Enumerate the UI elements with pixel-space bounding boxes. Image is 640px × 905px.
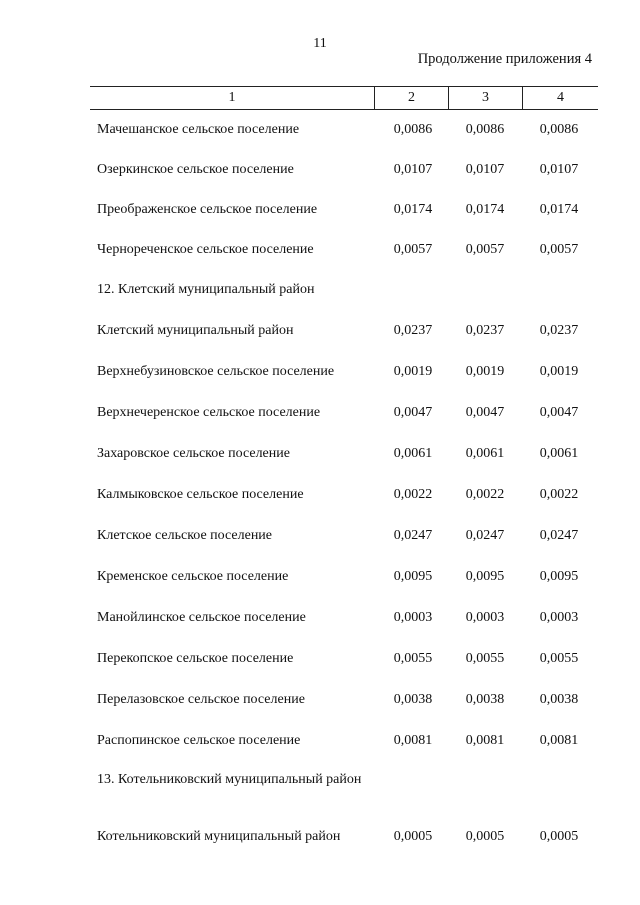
row-value-col-2: 0,0019 [393,364,433,379]
row-value-col-3: 0,0247 [465,528,505,543]
row-name: Мачешанское сельское поселение [97,122,300,137]
row-value-col-4: 0,0047 [539,405,579,420]
row-name: Распопинское сельское поселение [97,733,301,748]
row-value-col-3: 0,0019 [465,364,505,379]
row-value-col-3: 0,0174 [465,202,505,217]
table-header [90,86,598,110]
row-value-col-3: 0,0047 [465,405,505,420]
row-value-col-2: 0,0247 [393,528,433,543]
row-name: Манойлинское сельское поселение [97,610,306,625]
row-value-col-3: 0,0005 [465,829,505,844]
row-name: Котельниковский муниципальный район [97,829,341,844]
row-value-col-3: 0,0237 [465,323,505,338]
row-name: Перекопское сельское поселение [97,651,294,666]
row-value-col-4: 0,0038 [539,692,579,707]
row-value-col-2: 0,0237 [393,323,433,338]
header-col-4: 4 [522,86,598,110]
row-name: Клетский муниципальный район [97,323,294,338]
header-top-rule [90,86,598,87]
row-value-col-2: 0,0107 [393,162,433,177]
row-value-col-2: 0,0081 [393,733,433,748]
row-value-col-2: 0,0057 [393,242,433,257]
row-value-col-4: 0,0081 [539,733,579,748]
row-name: Верхнебузиновское сельское поселение [97,364,335,379]
row-value-col-2: 0,0022 [393,487,433,502]
row-name: Преображенское сельское поселение [97,202,318,217]
row-value-col-4: 0,0055 [539,651,579,666]
row-value-col-3: 0,0107 [465,162,505,177]
row-value-col-4: 0,0086 [539,122,579,137]
row-value-col-4: 0,0174 [539,202,579,217]
row-value-col-4: 0,0061 [539,446,579,461]
row-value-col-2: 0,0003 [393,610,433,625]
row-name: Верхнечеренское сельское поселение [97,405,321,420]
row-value-col-3: 0,0055 [465,651,505,666]
row-value-col-3: 0,0081 [465,733,505,748]
row-value-col-4: 0,0237 [539,323,579,338]
row-value-col-3: 0,0086 [465,122,505,137]
row-name: Кременское сельское поселение [97,569,289,584]
section-heading: 13. Котельниковский муниципальный район [97,772,362,787]
row-value-col-2: 0,0055 [393,651,433,666]
row-name: Захаровское сельское поселение [97,446,290,461]
row-value-col-4: 0,0022 [539,487,579,502]
row-value-col-4: 0,0247 [539,528,579,543]
row-value-col-3: 0,0095 [465,569,505,584]
header-bottom-rule [90,109,598,110]
section-heading: 12. Клетский муниципальный район [97,282,315,297]
row-value-col-3: 0,0038 [465,692,505,707]
header-col-1: 1 [228,90,236,105]
row-value-col-3: 0,0057 [465,242,505,257]
row-name: Перелазовское сельское поселение [97,692,305,707]
page-number: 11 [313,36,327,51]
row-value-col-2: 0,0061 [393,446,433,461]
row-value-col-2: 0,0038 [393,692,433,707]
row-value-col-2: 0,0047 [393,405,433,420]
row-value-col-2: 0,0005 [393,829,433,844]
row-value-col-4: 0,0003 [539,610,579,625]
row-value-col-4: 0,0057 [539,242,579,257]
row-value-col-2: 0,0174 [393,202,433,217]
row-name: Калмыковское сельское поселение [97,487,304,502]
row-value-col-4: 0,0019 [539,364,579,379]
row-value-col-3: 0,0061 [465,446,505,461]
row-value-col-4: 0,0107 [539,162,579,177]
row-value-col-2: 0,0086 [393,122,433,137]
row-value-col-4: 0,0005 [539,829,579,844]
row-name: Озеркинское сельское поселение [97,162,294,177]
row-value-col-4: 0,0095 [539,569,579,584]
continuation-caption: Продолжение приложения 4 [417,51,592,67]
row-value-col-3: 0,0003 [465,610,505,625]
header-col-2: 2 [374,86,448,110]
row-value-col-2: 0,0095 [393,569,433,584]
header-col-3: 3 [448,86,522,110]
row-value-col-3: 0,0022 [465,487,505,502]
row-name: Клетское сельское поселение [97,528,273,543]
row-name: Чернореченское сельское поселение [97,242,314,257]
